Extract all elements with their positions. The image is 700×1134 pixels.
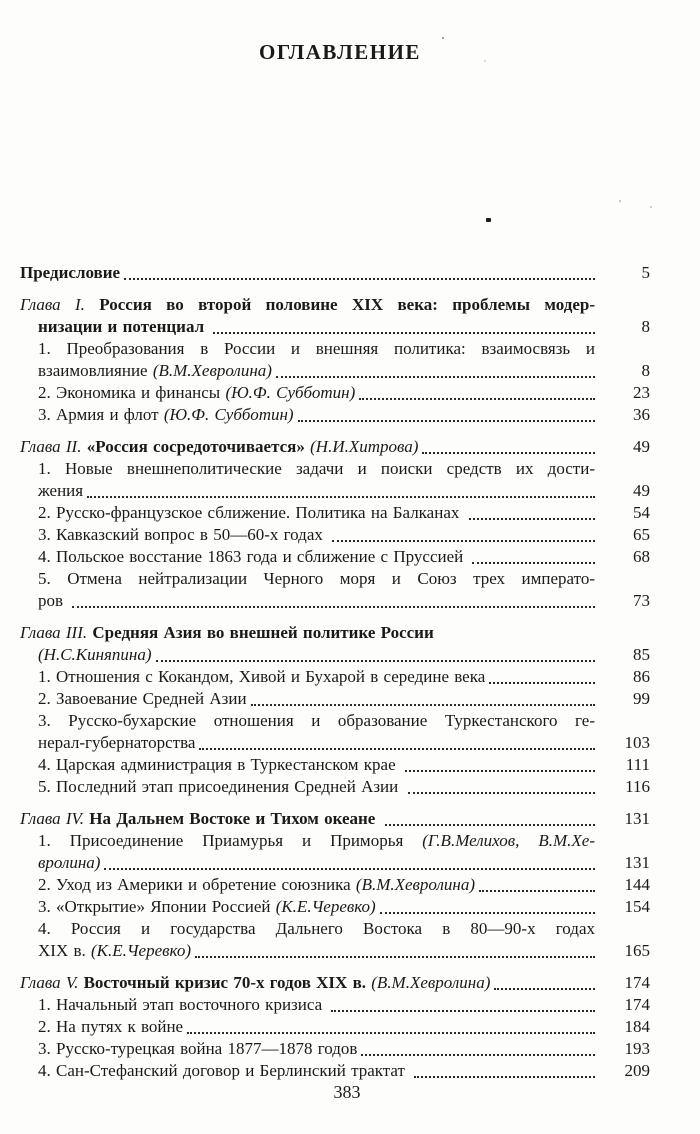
toc-text-segment: (Ю.Ф. Субботин) xyxy=(163,405,294,424)
toc-page-number: 174 xyxy=(624,973,650,992)
toc-text-segment: 1. Новые внешнеполитические задачи и поиски средств их дости- xyxy=(38,459,595,478)
dot-leader xyxy=(385,808,595,830)
toc-text-segment: 5. Отмена нейтрализации Черного моря и Союз трех императо- xyxy=(38,569,595,588)
toc-line xyxy=(20,776,650,798)
scan-speck xyxy=(486,218,491,222)
toc-text-segment: «Россия сосредоточивается» xyxy=(86,437,311,456)
toc-page-number: 131 xyxy=(624,809,650,828)
toc-text-segment: 1. Преобразования в России и внешняя политика: взаимосвязь и xyxy=(38,339,595,358)
dot-leader xyxy=(124,262,595,284)
toc-text-segment: взаимовлияние xyxy=(38,361,153,380)
toc-line xyxy=(20,644,650,666)
toc-text-segment: 3. Русско-бухарские отношения и образование Туркестанского ге- xyxy=(38,711,595,730)
dot-leader xyxy=(276,360,595,382)
toc-page-number: 116 xyxy=(625,777,650,796)
toc-line xyxy=(20,918,595,940)
toc-text-segment: (В.М.Хевролина) xyxy=(152,361,272,380)
toc-line xyxy=(20,808,650,830)
toc-line xyxy=(20,590,650,612)
scan-speck xyxy=(619,200,621,202)
dot-leader xyxy=(298,404,595,426)
toc-page-number: 209 xyxy=(624,1061,650,1080)
toc-text-segment: 2. На путях к войне xyxy=(38,1017,184,1036)
toc-page-number: 23 xyxy=(633,383,650,402)
toc-text-segment: 3. Кавказский вопрос в 50—60-х годах xyxy=(38,525,329,544)
toc-text-segment: Глава V. xyxy=(20,973,84,992)
toc-page-number: 86 xyxy=(633,667,650,686)
toc-text-segment: (Г.В.Мелихов, В.М.Хе- xyxy=(422,831,596,850)
toc-text-segment: 3. Армия и флот xyxy=(38,405,164,424)
toc-line xyxy=(20,360,650,382)
dot-leader xyxy=(187,1016,595,1038)
toc-text-segment: 2. Завоевание Средней Азии xyxy=(38,689,247,708)
toc-line xyxy=(20,732,650,754)
toc-line xyxy=(20,338,595,360)
dot-leader xyxy=(251,688,595,710)
toc-text-segment: 4. Польское восстание 1863 года и сближение с Пруссией xyxy=(38,547,469,566)
toc-text-segment: 2. Русско-французское сближение. Политика на Балканах xyxy=(38,503,465,522)
dot-leader xyxy=(332,524,595,546)
dot-leader xyxy=(469,502,595,524)
toc-page-number: 54 xyxy=(633,503,650,522)
toc-text-segment: 3. «Открытие» Японии Россией xyxy=(38,897,276,916)
dot-leader xyxy=(72,590,595,612)
dot-leader xyxy=(213,316,595,338)
toc-text-segment: (Н.С.Киняпина) xyxy=(38,645,152,664)
dot-leader xyxy=(359,382,595,404)
toc-line xyxy=(20,568,595,590)
toc-line xyxy=(20,480,650,502)
toc-page-number: 99 xyxy=(633,689,650,708)
toc-line xyxy=(20,502,650,524)
toc-text-segment: вролина) xyxy=(38,853,101,872)
toc-page-number: 154 xyxy=(624,897,650,916)
toc-text-segment: XIX в. xyxy=(38,941,91,960)
dot-leader xyxy=(195,940,595,962)
toc-page-number: 68 xyxy=(633,547,650,566)
toc-line xyxy=(20,262,650,284)
scan-speck xyxy=(484,60,486,62)
toc-page-number: 49 xyxy=(633,481,650,500)
toc-text-segment: 1. Присоединение Приамурья и Приморья xyxy=(38,831,423,850)
toc-text-segment: 4. Россия и государства Дальнего Востока в 80—90-х годах xyxy=(38,919,595,938)
toc-page-number: 103 xyxy=(624,733,650,752)
toc-line xyxy=(20,622,650,644)
toc-line xyxy=(20,1060,650,1082)
scan-speck xyxy=(442,37,444,39)
toc-text-segment: (Ю.Ф. Субботин) xyxy=(225,383,356,402)
scan-speck xyxy=(650,206,652,208)
toc-text-segment: жения xyxy=(38,481,84,500)
toc-line xyxy=(20,940,650,962)
toc-line xyxy=(20,458,595,480)
toc-text-segment: На Дальнем Востоке и Тихом океане xyxy=(89,809,381,828)
toc-page-number: 111 xyxy=(625,755,650,774)
toc-text-segment: (Н.И.Хитрова) xyxy=(310,437,419,456)
dot-leader xyxy=(361,1038,595,1060)
toc-line xyxy=(20,688,650,710)
toc-line xyxy=(20,754,650,776)
toc-page-number: 65 xyxy=(633,525,650,544)
dot-leader xyxy=(414,1060,595,1082)
toc-text-segment: Восточный кризис 70-х годов XIX в. xyxy=(83,973,372,992)
dot-leader xyxy=(199,732,595,754)
toc-page-number: 85 xyxy=(633,645,650,664)
toc-text-segment: 4. Сан-Стефанский договор и Берлинский трактат xyxy=(38,1061,411,1080)
toc-text-segment: 2. Уход из Америки и обретение союзника xyxy=(38,875,356,894)
toc-line xyxy=(20,1038,650,1060)
toc-text-segment: 4. Царская администрация в Туркестанском крае xyxy=(38,755,401,774)
table-of-contents xyxy=(20,262,650,1082)
dot-leader xyxy=(472,546,595,568)
toc-line xyxy=(20,404,650,426)
toc-text-segment: низации и потенциал xyxy=(38,317,210,336)
toc-page-number: 49 xyxy=(633,437,650,456)
dot-leader xyxy=(479,874,595,896)
toc-line xyxy=(20,294,595,316)
toc-line xyxy=(20,436,650,458)
toc-text-segment: ров xyxy=(38,591,69,610)
toc-text-segment: (К.Е.Черевко) xyxy=(275,897,376,916)
toc-page-number: 36 xyxy=(633,405,650,424)
toc-page-number: 144 xyxy=(624,875,650,894)
dot-leader xyxy=(408,776,595,798)
toc-text-segment: Предисловие xyxy=(20,263,121,282)
toc-line xyxy=(20,1016,650,1038)
toc-text-segment: Глава I. xyxy=(20,295,100,314)
toc-text-segment: 1. Начальный этап восточного кризиса xyxy=(38,995,328,1014)
toc-text-segment: Глава II. xyxy=(20,437,87,456)
toc-line xyxy=(20,874,650,896)
dot-leader xyxy=(489,666,595,688)
toc-text-segment: 2. Экономика и финансы xyxy=(38,383,226,402)
toc-page-number: 8 xyxy=(641,317,650,336)
dot-leader xyxy=(104,852,595,874)
dot-leader xyxy=(331,994,595,1016)
toc-line xyxy=(20,972,650,994)
toc-line xyxy=(20,710,595,732)
toc-page-number: 193 xyxy=(624,1039,650,1058)
toc-text-segment: 1. Отношения с Кокандом, Хивой и Бухарой в середине века xyxy=(38,667,486,686)
toc-line xyxy=(20,524,650,546)
toc-text-segment: нерал-губернаторства xyxy=(38,733,196,752)
toc-page-number: 131 xyxy=(624,853,650,872)
dot-leader xyxy=(405,754,595,776)
toc-line xyxy=(20,830,595,852)
toc-page-number: 8 xyxy=(641,361,650,380)
toc-text-segment: (В.М.Хевролина) xyxy=(371,973,491,992)
dot-leader xyxy=(422,436,595,458)
toc-line xyxy=(20,852,650,874)
toc-page-number: 165 xyxy=(624,941,650,960)
toc-text-segment: Средняя Азия во внешней политике России xyxy=(92,623,434,642)
toc-line xyxy=(20,316,650,338)
dot-leader xyxy=(494,972,595,994)
toc-line xyxy=(20,896,650,918)
toc-line xyxy=(20,994,650,1016)
toc-text-segment: (К.Е.Черевко) xyxy=(91,941,191,960)
toc-page-number: 184 xyxy=(624,1017,650,1036)
toc-text-segment: 3. Русско-турецкая война 1877—1878 годов xyxy=(38,1039,358,1058)
dot-leader xyxy=(87,480,595,502)
toc-text-segment: Россия во второй половине XIX века: проблемы модер- xyxy=(99,295,595,314)
folio-page-number: 383 xyxy=(333,1082,361,1102)
toc-text-segment: 5. Последний этап присоединения Средней Азии xyxy=(38,777,404,796)
toc-line xyxy=(20,382,650,404)
page-title: ОГЛАВЛЕНИЕ xyxy=(259,40,421,64)
toc-page-number: 5 xyxy=(641,263,650,282)
toc-line xyxy=(20,546,650,568)
toc-line xyxy=(20,666,650,688)
toc-text-segment: (В.М.Хевролина) xyxy=(355,875,476,894)
toc-page-number: 73 xyxy=(633,591,650,610)
toc-text-segment: Глава IV. xyxy=(20,809,90,828)
toc-page-number: 174 xyxy=(624,995,650,1014)
toc-text-segment: Глава III. xyxy=(20,623,93,642)
dot-leader xyxy=(380,896,595,918)
dot-leader xyxy=(156,644,596,666)
